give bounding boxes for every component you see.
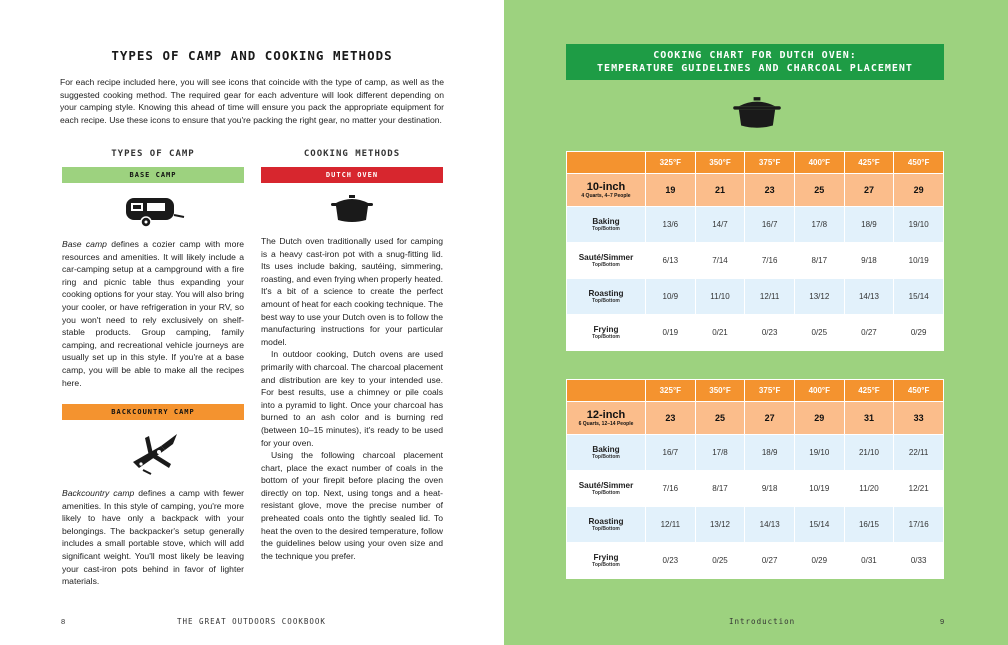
dutch-oven-description — [261, 235, 443, 562]
table-row — [567, 207, 944, 243]
table-row — [567, 471, 944, 507]
header-corner — [567, 152, 646, 174]
table-row — [567, 507, 944, 543]
method-name: Sauté/Simmer — [578, 253, 634, 262]
coal-value: 0/21 — [695, 315, 745, 351]
method-sub: Top/Bottom — [592, 298, 620, 304]
chart-title-line-2: TEMPERATURE GUIDELINES AND CHARCOAL PLACEMENT — [597, 63, 913, 74]
coal-value: 17/8 — [695, 435, 745, 471]
method-name: Sauté/Simmer — [578, 481, 634, 490]
coal-value: 19/10 — [794, 435, 844, 471]
oven-size: 12-inch — [586, 409, 626, 421]
dutch-oven-label: DUTCH OVEN — [261, 167, 443, 183]
coal-value: 0/25 — [794, 315, 844, 351]
temp-header: 325°F — [646, 380, 696, 402]
coal-value: 12/21 — [894, 471, 944, 507]
dutch-oven-icon — [330, 194, 374, 224]
coal-value: 22/11 — [894, 435, 944, 471]
dutch-oven-paragraph-2: In outdoor cooking, Dutch ovens are used primarily with charcoal. The charcoal placement and distribution are key to your intended use. For best results, use a chimney or pile coals into a pyramid to light. Once your charcoal has burned to an ash color and is burning red (between 10–15 minutes), it's ready to be used for your oven. — [261, 349, 443, 448]
backcountry-camp-label: BACKCOUNTRY CAMP — [62, 404, 244, 420]
table-row — [567, 279, 944, 315]
temp-header: 375°F — [745, 380, 795, 402]
temp-header: 350°F — [695, 152, 745, 174]
coal-total: 25 — [794, 174, 844, 207]
coal-value: 15/14 — [794, 507, 844, 543]
coal-value: 7/16 — [646, 471, 696, 507]
chart-title-line-1: COOKING CHART FOR DUTCH OVEN: — [653, 50, 857, 61]
method-name: Frying — [593, 553, 619, 562]
coal-value: 0/27 — [745, 543, 795, 579]
coal-value: 0/19 — [646, 315, 696, 351]
coal-value: 11/20 — [844, 471, 894, 507]
coal-value: 12/11 — [646, 507, 696, 543]
method-label — [567, 543, 646, 579]
method-sub: Top/Bottom — [592, 226, 620, 232]
method-sub: Top/Bottom — [592, 454, 620, 460]
chart-title — [566, 44, 944, 80]
coal-value: 13/6 — [646, 207, 696, 243]
method-name: Frying — [593, 325, 619, 334]
coal-value: 13/12 — [794, 279, 844, 315]
method-sub: Top/Bottom — [592, 526, 620, 532]
camper-trailer-icon — [124, 195, 186, 229]
method-label — [567, 315, 646, 351]
header-corner — [567, 380, 646, 402]
temperature-header-row — [567, 152, 944, 174]
coal-value: 16/7 — [646, 435, 696, 471]
coal-value: 10/19 — [894, 243, 944, 279]
oven-size-row — [567, 402, 944, 435]
method-label — [567, 279, 646, 315]
coal-value: 0/29 — [794, 543, 844, 579]
coal-value: 8/17 — [794, 243, 844, 279]
dutch-oven-paragraph-1: The Dutch oven traditionally used for camping is a heavy cast-iron pot with a snug-fitting lid. Its uses include baking, sautéing, simmering, roasting, and even frying when properly heated. It's a bit of a science to create the perfect amount of heat for each cooking technique. The best way to use your Dutch oven is to follow the manufacturing instructions for your particular model. — [261, 236, 443, 347]
coal-value: 11/10 — [695, 279, 745, 315]
method-sub: Top/Bottom — [592, 490, 620, 496]
coal-value: 18/9 — [745, 435, 795, 471]
method-name: Baking — [592, 217, 620, 226]
method-label — [567, 507, 646, 543]
coal-value: 0/27 — [844, 315, 894, 351]
coal-value: 6/13 — [646, 243, 696, 279]
coal-value: 0/25 — [695, 543, 745, 579]
table-row — [567, 243, 944, 279]
types-of-camp-heading: TYPES OF CAMP — [111, 149, 195, 159]
base-camp-lead: Base camp — [62, 239, 107, 249]
coal-value: 16/7 — [745, 207, 795, 243]
method-name: Roasting — [588, 289, 624, 298]
dutch-oven-icon — [732, 96, 782, 130]
coal-value: 9/18 — [844, 243, 894, 279]
temperature-header-row — [567, 380, 944, 402]
coal-value: 19/10 — [894, 207, 944, 243]
coal-value: 16/15 — [844, 507, 894, 543]
coal-value: 15/14 — [894, 279, 944, 315]
temp-header: 450°F — [894, 380, 944, 402]
intro-paragraph: For each recipe included here, you will see icons that coincide with the type of camp, as well as the suggested cooking method. The required gear for each adventure will look different depending on your camping style. Knowing this ahead of time will ensure you pack the appropriate equipment for each recipe. Use these icons to ensure that you're packing the right gear, no matter your destination. — [60, 77, 444, 125]
backcountry-lead: Backcountry camp — [62, 488, 135, 498]
oven-capacity: 6 Quarts, 12–14 People — [578, 421, 634, 427]
coal-total: 31 — [844, 402, 894, 435]
oven-capacity: 4 Quarts, 4–7 People — [581, 193, 631, 199]
left-page-number: 8 — [61, 617, 66, 626]
backcountry-text: defines a camp with fewer amenities. In this style of camping, you're more likely to have only a backpack with your belongings. The backpacker's setup generally includes a small portable stove, which will add significant weight. You'll most likely be leaving your cast-iron pots behind in favor of lighter materials. — [62, 488, 244, 587]
coal-value: 8/17 — [695, 471, 745, 507]
coal-value: 13/12 — [695, 507, 745, 543]
book-title-footer: THE GREAT OUTDOORS COOKBOOK — [177, 617, 326, 626]
coal-total: 25 — [695, 402, 745, 435]
method-label — [567, 243, 646, 279]
coal-value: 0/33 — [894, 543, 944, 579]
coal-total: 21 — [695, 174, 745, 207]
temp-header: 400°F — [794, 152, 844, 174]
coal-value: 0/31 — [844, 543, 894, 579]
coal-total: 29 — [794, 402, 844, 435]
coal-total: 23 — [745, 174, 795, 207]
multi-tool-knife-icon — [125, 430, 181, 476]
coal-value: 7/16 — [745, 243, 795, 279]
backcountry-description — [62, 487, 244, 588]
temp-header: 450°F — [894, 152, 944, 174]
temp-header: 325°F — [646, 152, 696, 174]
coal-value: 17/8 — [794, 207, 844, 243]
method-label — [567, 435, 646, 471]
right-page-number: 9 — [940, 617, 945, 626]
coal-total: 27 — [844, 174, 894, 207]
coal-value: 14/13 — [844, 279, 894, 315]
coal-value: 18/9 — [844, 207, 894, 243]
coal-total: 27 — [745, 402, 795, 435]
chart-table-10-inch — [566, 151, 944, 351]
coal-value: 9/18 — [745, 471, 795, 507]
coal-value: 7/14 — [695, 243, 745, 279]
cooking-methods-heading: COOKING METHODS — [303, 149, 401, 159]
coal-value: 21/10 — [844, 435, 894, 471]
coal-total: 33 — [894, 402, 944, 435]
coal-value: 17/16 — [894, 507, 944, 543]
coal-value: 10/19 — [794, 471, 844, 507]
coal-value: 0/29 — [894, 315, 944, 351]
method-name: Baking — [592, 445, 620, 454]
page-title: TYPES OF CAMP AND COOKING METHODS — [111, 48, 393, 63]
coal-value: 12/11 — [745, 279, 795, 315]
oven-size-label — [567, 174, 646, 207]
method-sub: Top/Bottom — [592, 562, 620, 568]
temp-header: 425°F — [844, 152, 894, 174]
oven-size-label — [567, 402, 646, 435]
dutch-oven-paragraph-3: Using the following charcoal placement chart, place the exact number of coals in the bottom of your firepit before placing the oven directly on top. Next, using tongs and a heat-resistant glove, move the precise number of preheated coals onto the tightly sealed lid. To heat the oven to the desired temperature, follow the guidelines below using your oven size and the technique you prefer. — [261, 450, 444, 561]
method-sub: Top/Bottom — [592, 262, 620, 268]
table-row — [567, 435, 944, 471]
temp-header: 375°F — [745, 152, 795, 174]
base-camp-description — [62, 238, 244, 389]
method-label — [567, 207, 646, 243]
coal-value: 14/7 — [695, 207, 745, 243]
oven-size: 10-inch — [586, 181, 626, 193]
coal-total: 23 — [646, 402, 696, 435]
section-name-footer: Introduction — [729, 617, 796, 626]
method-label — [567, 471, 646, 507]
coal-total: 29 — [894, 174, 944, 207]
temp-header: 400°F — [794, 380, 844, 402]
base-camp-label: BASE CAMP — [62, 167, 244, 183]
coal-value: 10/9 — [646, 279, 696, 315]
coal-value: 0/23 — [646, 543, 696, 579]
table-row — [567, 315, 944, 351]
coal-value: 0/23 — [745, 315, 795, 351]
table-row — [567, 543, 944, 579]
oven-size-row — [567, 174, 944, 207]
method-name: Roasting — [588, 517, 624, 526]
base-camp-text: defines a cozier camp with more resources and amenities. It will likely include a car-camping setup at a campground with a fire ring and picnic table thus expanding your cooking options for your stay. You will also bring your cooler, or have refrigeration in your RV, so you won't need to rely exclusively on shelf-stable products. Group camping, family camping, and recreational vehicle journeys are usually set up in this style. If you're at a base camp, you will be able to make all the recipes here. — [62, 239, 244, 388]
method-sub: Top/Bottom — [592, 334, 620, 340]
temp-header: 425°F — [844, 380, 894, 402]
coal-value: 14/13 — [745, 507, 795, 543]
temp-header: 350°F — [695, 380, 745, 402]
chart-table-12-inch — [566, 379, 944, 579]
coal-total: 19 — [646, 174, 696, 207]
